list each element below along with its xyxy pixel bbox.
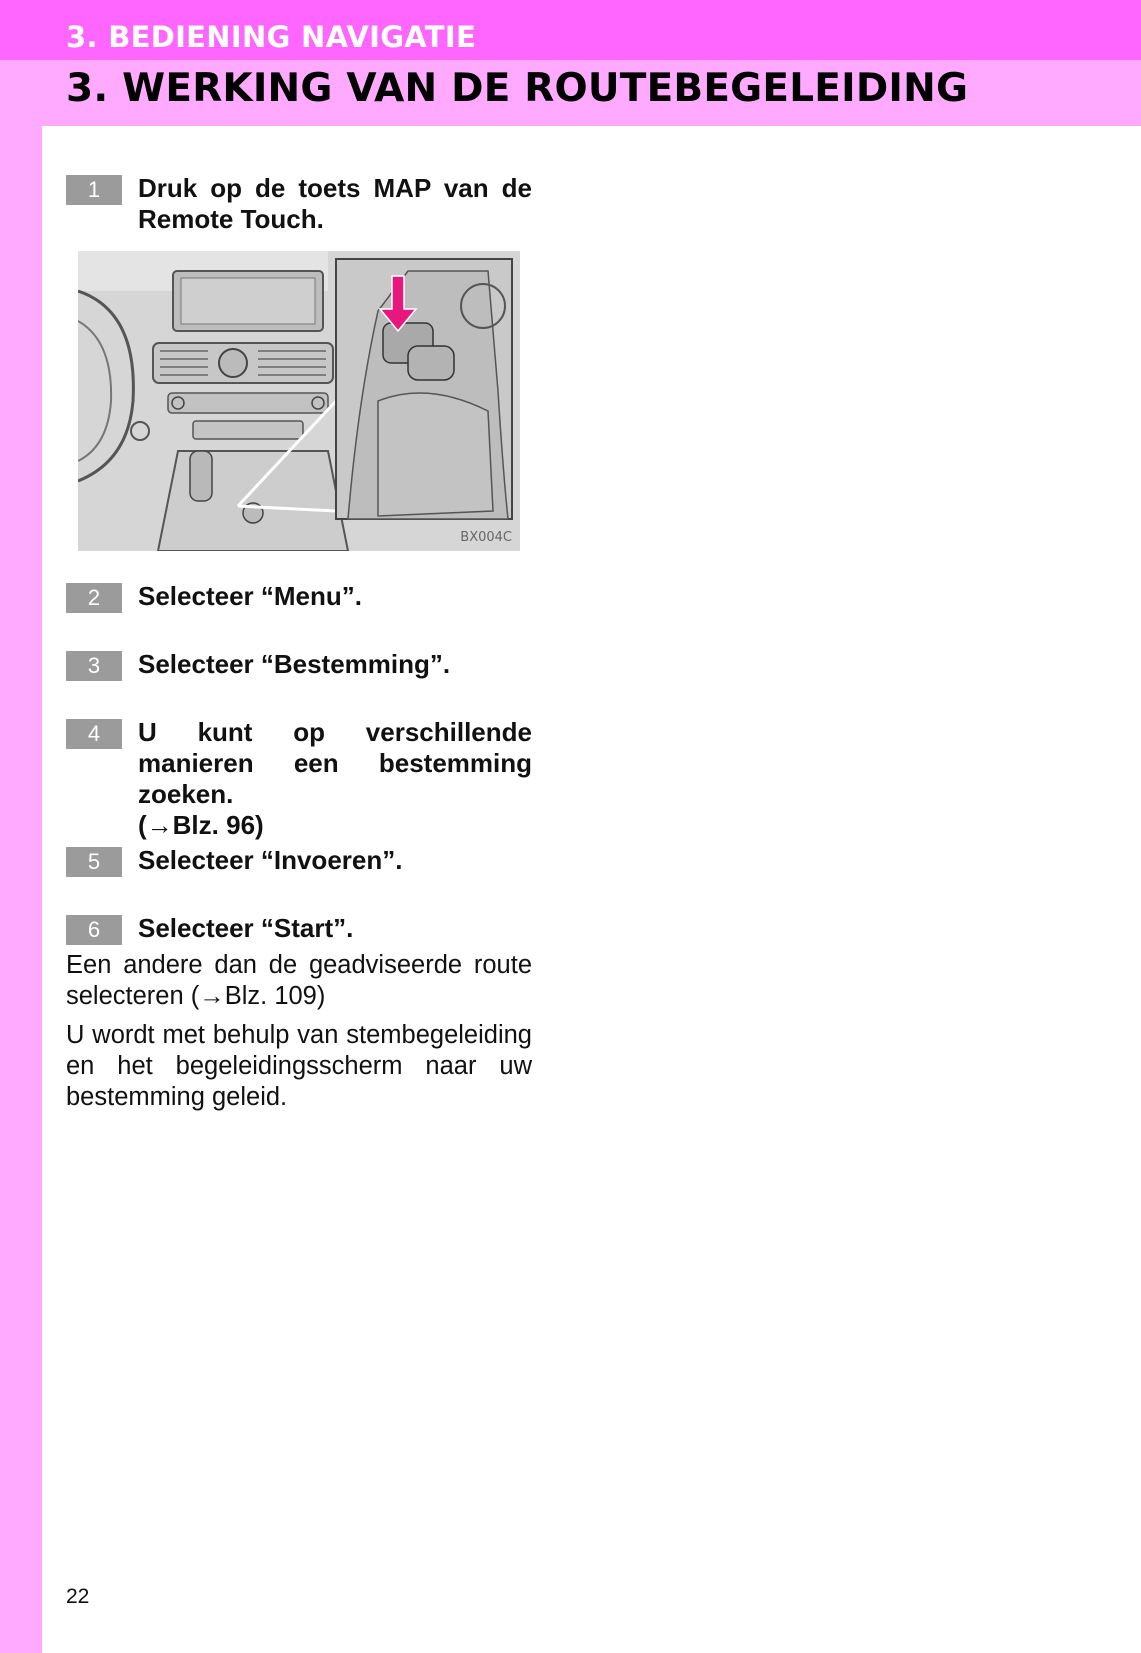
remote-touch-illustration	[78, 251, 520, 551]
step-text: Selecteer “Menu”.	[138, 581, 362, 611]
step-5	[66, 845, 532, 876]
dashboard-drawing	[78, 251, 520, 551]
step-1	[66, 173, 532, 235]
route-note-paragraph: Een andere dan de geadviseerde route selecteren (→Blz. 109)	[66, 951, 532, 1010]
step-number-badge: 4	[66, 719, 122, 749]
step-6	[66, 913, 532, 944]
step-number-badge: 5	[66, 847, 122, 877]
figure-code: BX004C	[460, 530, 512, 545]
step-number-badge: 1	[66, 175, 122, 205]
page-number: 22	[66, 1585, 90, 1608]
guidance-paragraph: U wordt met behulp van stembegeleiding en het begeleidingsscherm naar uw bestemming geleid.	[66, 1021, 532, 1111]
step-number-badge: 2	[66, 583, 122, 613]
step-number-badge: 6	[66, 915, 122, 945]
step-text: Selecteer “Invoeren”.	[138, 845, 403, 875]
step-text: Druk op de toets MAP van de Remote Touch.	[138, 173, 532, 234]
left-margin-bar	[0, 0, 42, 1653]
page-title: 3. WERKING VAN DE ROUTEBEGELEIDING	[66, 66, 969, 111]
step-text-main: U kunt op verschillende manieren een bestemming zoeken.	[138, 717, 532, 809]
step-2	[66, 581, 532, 612]
step-text	[138, 717, 532, 841]
step-text: Selecteer “Bestemming”.	[138, 649, 451, 679]
step-number-badge: 3	[66, 651, 122, 681]
page-reference-link[interactable]: (→Blz. 96)	[138, 810, 264, 840]
step-4	[66, 717, 532, 841]
step-3	[66, 649, 532, 680]
section-label: 3. BEDIENING NAVIGATIE	[66, 20, 477, 54]
step-text: Selecteer “Start”.	[138, 913, 354, 943]
